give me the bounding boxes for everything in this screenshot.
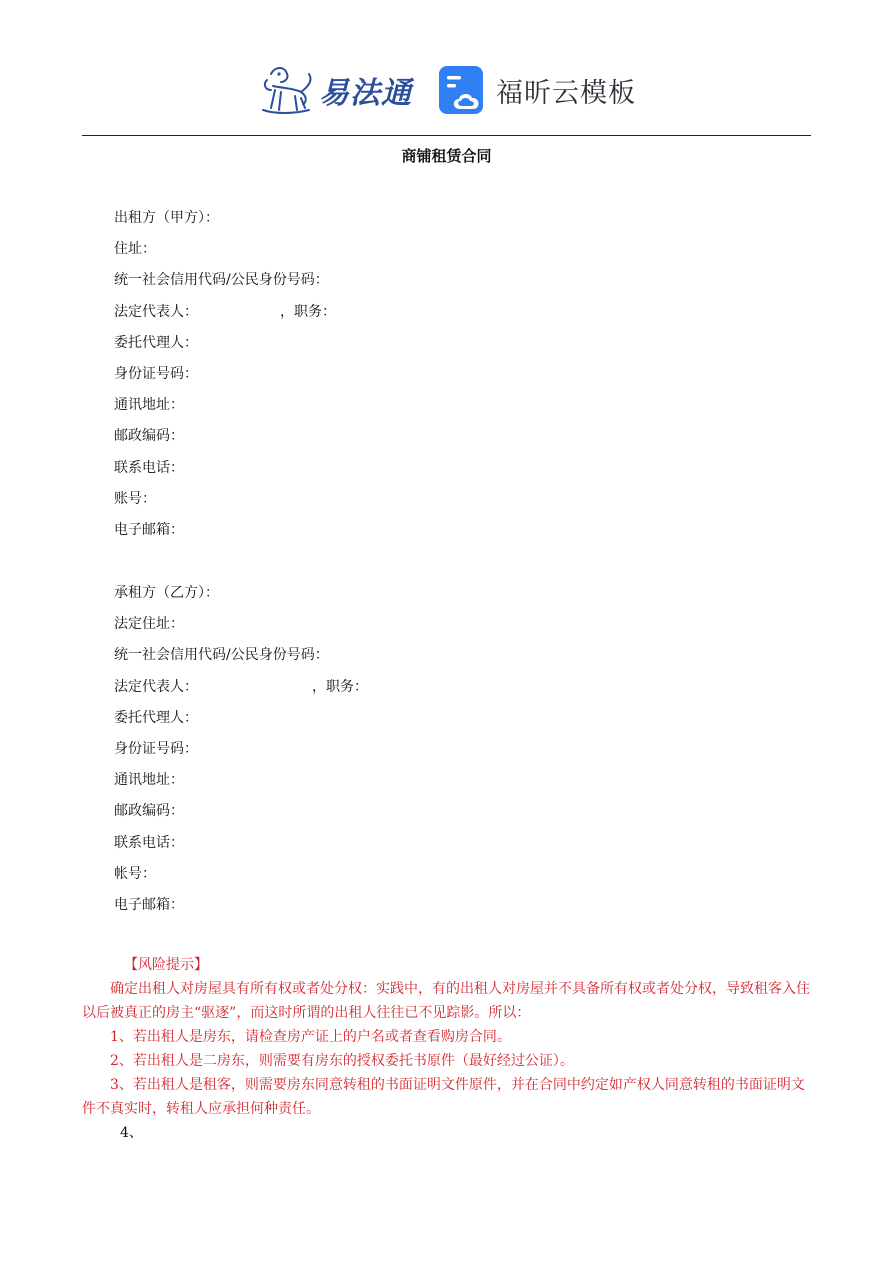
header-logos bbox=[0, 58, 893, 122]
party-a-email: 电子邮箱： bbox=[114, 521, 184, 538]
risk-item-1: 1、若出租人是房东，请检查房产证上的户名或者查看购房合同。 bbox=[110, 1029, 511, 1045]
party-b-credit-code: 统一社会信用代码/公民身份号码： bbox=[114, 647, 329, 664]
party-a-agent: 委托代理人： bbox=[114, 334, 198, 351]
fuxin-logo bbox=[438, 65, 636, 115]
party-b-legal-rep bbox=[114, 672, 368, 703]
party-b-phone: 联系电话： bbox=[114, 834, 184, 851]
party-a-heading: 出租方（甲方）： bbox=[114, 210, 219, 226]
party-b-address: 法定住址： bbox=[114, 616, 184, 633]
party-a-position-label: ，职务： bbox=[280, 303, 336, 320]
party-b-legal-rep-label: 法定代表人： bbox=[114, 678, 198, 695]
risk-intro: 确定出租人对房屋具有所有权或者处分权：实践中，有的出租人对房屋并不具备所有权或者处分权，导致租客入住以后被真正的房主“驱逐”，而这时所谓的出租人往往已不见踪影。所以： bbox=[82, 981, 810, 1021]
party-b-id-number: 身份证号码： bbox=[114, 740, 198, 757]
party-b-email: 电子邮箱： bbox=[114, 896, 184, 913]
risk-heading: 【风险提示】 bbox=[124, 957, 208, 973]
yifatong-wordmark: 易法通 bbox=[319, 76, 412, 111]
party-b-position-label: ，职务： bbox=[312, 678, 368, 695]
party-a-legal-rep-label: 法定代表人： bbox=[114, 303, 198, 320]
fuxin-wordmark: 福昕云模板 bbox=[496, 77, 636, 109]
party-b-heading: 承租方（乙方）： bbox=[114, 585, 219, 601]
risk-notice bbox=[82, 953, 814, 1121]
party-a-id-number: 身份证号码： bbox=[114, 365, 198, 382]
party-b-postal-code: 邮政编码： bbox=[114, 803, 184, 820]
risk-item-2: 2、若出租人是二房东，则需要有房东的授权委托书原件（最好经过公证）。 bbox=[110, 1053, 574, 1069]
party-a-address: 住址： bbox=[114, 241, 156, 258]
party-b-agent: 委托代理人： bbox=[114, 709, 198, 726]
party-a-mail-address: 通讯地址： bbox=[114, 397, 184, 414]
party-a-phone: 联系电话： bbox=[114, 459, 184, 476]
party-a-section bbox=[114, 203, 336, 546]
party-b-section bbox=[114, 578, 368, 921]
item-4-stub: 4、 bbox=[120, 1125, 143, 1141]
yifatong-logo bbox=[257, 62, 412, 118]
party-b-account: 帐号： bbox=[114, 865, 156, 882]
party-a-account: 账号： bbox=[114, 490, 156, 507]
qilin-icon bbox=[257, 62, 315, 118]
party-a-credit-code: 统一社会信用代码/公民身份号码： bbox=[114, 272, 329, 289]
risk-item-3: 3、若出租人是租客，则需要房东同意转租的书面证明文件原件，并在合同中约定如产权人同意转租的书面证明文件不真实时，转租人应承担何种责任。 bbox=[82, 1077, 805, 1117]
party-b-mail-address: 通讯地址： bbox=[114, 772, 184, 789]
party-a-postal-code: 邮政编码： bbox=[114, 428, 184, 445]
party-a-legal-rep bbox=[114, 297, 336, 328]
header-divider bbox=[82, 135, 811, 136]
document-title: 商铺租赁合同 bbox=[401, 147, 492, 165]
cloud-document-icon bbox=[438, 65, 486, 115]
